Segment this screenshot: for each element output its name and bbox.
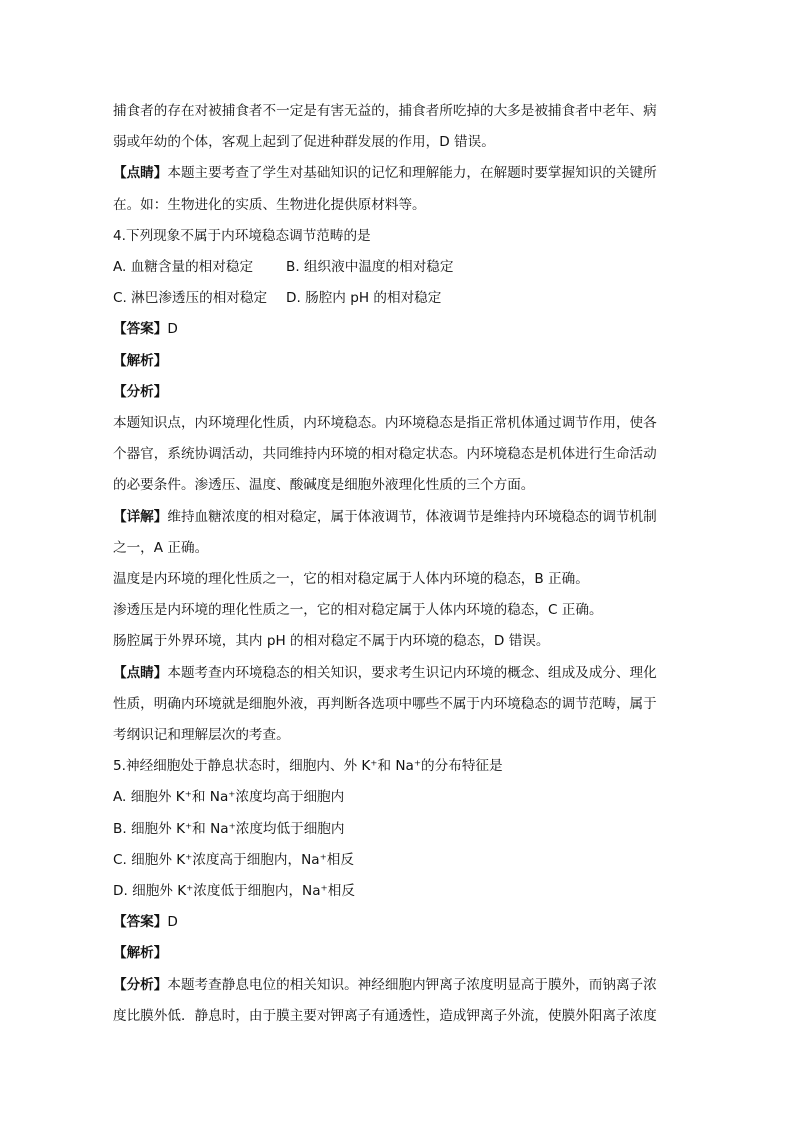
text-line: 肠腔属于外界环境，其内 pH 的相对稳定不属于内环境的稳态，D 错误。 bbox=[113, 633, 550, 650]
document-body bbox=[113, 96, 685, 1032]
xiangjie-line bbox=[113, 502, 685, 533]
question-4-option-a: A. 血糖含量的相对稳定 bbox=[113, 259, 254, 276]
dianjing-text: 本题主要考查了学生对基础知识的记忆和理解能力，在解题时要掌握知识的关键所 bbox=[167, 165, 657, 182]
text-line: 渗透压是内环境的理化性质之一，它的相对稳定属于人体内环境的稳态，C 正确。 bbox=[113, 602, 603, 619]
question-5-option-b: B. 细胞外 K⁺和 Na⁺浓度均低于细胞内 bbox=[113, 820, 345, 837]
text-line: 性质，明确内环境就是细胞外液，再判断各选项中哪些不属于内环境稳态的调节范畴，属于 bbox=[113, 695, 657, 712]
xiangjie-label: 【详解】 bbox=[113, 508, 168, 525]
fenxi-label: 【分析】 bbox=[113, 976, 168, 993]
answer-value: D bbox=[167, 914, 178, 931]
answer-value: D bbox=[167, 321, 178, 338]
text-line: 度比膜外低．静息时，由于膜主要对钾离子有通透性，造成钾离子外流，使膜外阳离子浓度 bbox=[113, 1007, 657, 1024]
dianjing-label: 【点睛】 bbox=[113, 165, 168, 182]
question-4-option-d: D. 肠腔内 pH 的相对稳定 bbox=[286, 290, 442, 307]
text-line: 温度是内环境的理化性质之一，它的相对稳定属于人体内环境的稳态，B 正确。 bbox=[113, 571, 589, 588]
dianjing-line bbox=[113, 658, 685, 689]
question-4-answer bbox=[113, 314, 685, 345]
question-4-stem: 4.下列现象不属于内环境稳态调节范畴的是 bbox=[113, 227, 371, 244]
jiexi-label: 【解析】 bbox=[113, 352, 168, 369]
question-4-options-row-1 bbox=[113, 252, 685, 283]
question-5-option-c: C. 细胞外 K⁺浓度高于细胞内，Na⁺相反 bbox=[113, 851, 354, 868]
question-5-option-a: A. 细胞外 K⁺和 Na⁺浓度均高于细胞内 bbox=[113, 789, 345, 806]
fenxi-label: 【分析】 bbox=[113, 383, 168, 400]
fenxi-text: 本题考查静息电位的相关知识。神经细胞内钾离子浓度明显高于膜外，而钠离子浓 bbox=[167, 976, 657, 993]
text-line: 的必要条件。渗透压、温度、酸碱度是细胞外液理化性质的三个方面。 bbox=[113, 477, 535, 494]
answer-label: 【答案】 bbox=[113, 914, 168, 931]
answer-label: 【答案】 bbox=[113, 321, 168, 338]
dianjing-line bbox=[113, 158, 685, 189]
text-line: 本题知识点，内环境理化性质，内环境稳态。内环境稳态是指正常机体通过调节作用，使各 bbox=[113, 415, 657, 432]
question-5-answer bbox=[113, 907, 685, 938]
dianjing-label: 【点睛】 bbox=[113, 664, 168, 681]
dianjing-text: 本题考查内环境稳态的相关知识，要求考生识记内环境的概念、组成及成分、理化 bbox=[167, 664, 657, 681]
question-4-option-c: C. 淋巴渗透压的相对稳定 bbox=[113, 290, 268, 307]
xiangjie-text: 维持血糖浓度的相对稳定，属于体液调节，体液调节是维持内环境稳态的调节机制 bbox=[167, 508, 657, 525]
fenxi-line bbox=[113, 970, 685, 1001]
text-line: 之一，A 正确。 bbox=[113, 539, 209, 556]
text-line: 捕食者的存在对被捕食者不一定是有害无益的，捕食者所吃掉的大多是被捕食者中老年、病 bbox=[113, 103, 657, 119]
text-line: 考纲识记和理解层次的考查。 bbox=[113, 727, 290, 744]
question-4-options-row-2 bbox=[113, 283, 685, 314]
text-line: 在。如：生物进化的实质、生物进化提供原材料等。 bbox=[113, 196, 426, 213]
text-line: 个器官，系统协调活动，共同维持内环境的相对稳定状态。内环境稳态是机体进行生命活动 bbox=[113, 446, 657, 463]
question-5-stem: 5.神经细胞处于静息状态时，细胞内、外 K⁺和 Na⁺的分布特征是 bbox=[113, 758, 503, 775]
jiexi-label: 【解析】 bbox=[113, 945, 168, 962]
question-5-option-d: D. 细胞外 K⁺浓度低于细胞内，Na⁺相反 bbox=[113, 883, 355, 900]
question-4-option-b: B. 组织液中温度的相对稳定 bbox=[286, 259, 454, 276]
text-line: 弱或年幼的个体，客观上起到了促进种群发展的作用，D 错误。 bbox=[113, 134, 495, 151]
